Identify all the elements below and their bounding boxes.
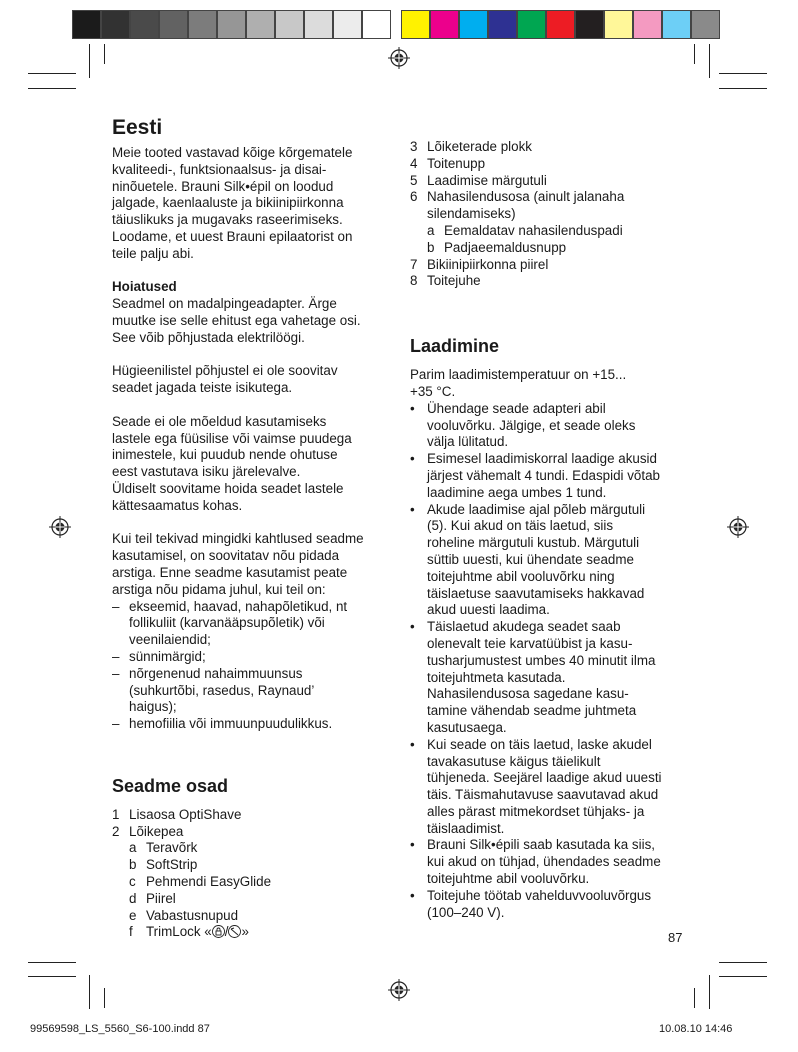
- trimlock-icon: [212, 925, 225, 938]
- crop-mark: [709, 975, 710, 1009]
- warning-paragraph: [112, 363, 397, 397]
- part-label: [427, 189, 624, 223]
- text-line: arstiga. Enne seadme kasutamist peate: [112, 564, 348, 580]
- text-line: välja lülitatud.: [427, 434, 509, 450]
- subpart-text: Teravõrk: [146, 840, 198, 856]
- text-line: jalgade, kaenlaaluste ja bikiinipiirkonna: [112, 195, 344, 211]
- text-line: Bikiinipiirkonna piirel: [427, 256, 549, 272]
- text-line: tamine vähendab seadme juhtmeta: [427, 703, 637, 719]
- text-line: haigus);: [129, 699, 177, 715]
- text-line: vooluvõrku. Jälgige, et seade oleks: [427, 417, 636, 433]
- text-line: veenilaiendid;: [129, 632, 211, 648]
- color-swatch: [101, 10, 130, 39]
- text-line: Nahasilendusosa sagedane kasu-: [427, 686, 629, 702]
- list-marker: •: [410, 400, 415, 416]
- list-item: [410, 837, 700, 887]
- trim-line: [719, 962, 767, 963]
- list-item: [410, 888, 700, 922]
- subpart-item: [112, 874, 397, 891]
- text-line: Lõiketerade plokk: [427, 139, 532, 154]
- crop-mark: [28, 976, 76, 977]
- text-line: süttib uuesti, kui ühendate seadme: [427, 551, 634, 567]
- subpart-letter: b: [129, 857, 137, 873]
- text-line: teile palju abi.: [112, 245, 194, 261]
- text-line: ninõuetele. Brauni Silk•épil on loodud: [112, 178, 334, 194]
- subparts-list: [410, 223, 700, 257]
- list-item-text: [129, 666, 314, 716]
- text-line: täislaetuse saavutamiseks hakkavad: [427, 585, 645, 601]
- subpart-letter: f: [129, 924, 133, 940]
- part-item: [410, 273, 700, 290]
- grayscale-swatches: [72, 10, 391, 40]
- subpart-text: Eemaldatav nahasilenduspadi: [444, 222, 623, 238]
- subpart-label: [146, 924, 249, 941]
- list-item: [410, 502, 700, 620]
- list-item: [112, 599, 397, 649]
- crop-mark: [28, 73, 76, 74]
- footer-file-info: 99569598_LS_5560_S6-100.indd 87: [30, 1023, 210, 1035]
- list-item: [410, 619, 700, 737]
- text-line: (100–240 V).: [427, 904, 505, 920]
- text-line: nõrgenenud nahaimmuunsus: [129, 665, 303, 681]
- list-item: [410, 401, 700, 451]
- subpart-letter: a: [129, 840, 137, 856]
- list-item-text: [427, 737, 662, 838]
- color-swatch: [130, 10, 159, 39]
- list-marker: •: [410, 736, 415, 752]
- text-line: kättesaamatus kohas.: [112, 497, 243, 513]
- text-line: hemofiilia või immuunpuudulikkus.: [129, 716, 333, 732]
- text-line: tusharjumustest umbes 40 minutit ilma: [427, 652, 656, 668]
- subpart-text: TrimLock «: [146, 924, 212, 940]
- subpart-item: [410, 223, 700, 240]
- part-item: [410, 257, 700, 274]
- part-item: [410, 139, 700, 156]
- part-item: [112, 807, 397, 824]
- color-swatch: [401, 10, 430, 39]
- list-item: [112, 666, 397, 716]
- text-line: täis. Täismahutavuse saavutavad akud: [427, 787, 659, 803]
- text-line: (suhkurtõbi, rasedus, Raynaud’: [129, 682, 315, 698]
- part-number: 5: [410, 172, 418, 188]
- crop-mark: [89, 44, 90, 78]
- list-item-text: [427, 502, 645, 620]
- subpart-label: [146, 891, 176, 908]
- color-swatch: [72, 10, 101, 39]
- subpart-item: [112, 891, 397, 908]
- text-line: järjest vähemalt 4 tundi. Edaspidi võtab: [427, 467, 660, 483]
- text-line: arstiga nõu pidama juhul, kui teil on:: [112, 581, 326, 597]
- registration-mark-icon: [388, 979, 410, 1001]
- text-line: Hügieenilistel põhjustel ei ole soovitav: [112, 363, 338, 379]
- trim-line: [719, 88, 767, 89]
- text-line: lastele ega füüsilise või vaimse puudega: [112, 430, 352, 446]
- list-item-text: [427, 619, 655, 737]
- text-line: täiuslikuks ja mugavaks raseerimiseks.: [112, 212, 343, 228]
- trim-line: [28, 88, 76, 89]
- color-swatch: [691, 10, 720, 39]
- list-item: [112, 649, 397, 666]
- subpart-label: [146, 874, 271, 891]
- subpart-item: [112, 840, 397, 857]
- subparts-list: [112, 840, 397, 941]
- list-item-text: [427, 888, 651, 922]
- subpart-text: SoftStrip: [146, 857, 198, 873]
- parts-list: [410, 257, 700, 291]
- part-number: 7: [410, 256, 418, 272]
- text-line: toitejuhtme abil vooluvõrku.: [427, 871, 590, 887]
- list-item: [112, 716, 397, 733]
- list-marker: –: [112, 648, 120, 664]
- list-item-text: [427, 837, 661, 887]
- trimmer-icon: [228, 925, 241, 938]
- color-swatches: [401, 10, 720, 40]
- list-item-text: [129, 599, 347, 649]
- part-label: Lõikepea: [129, 823, 184, 839]
- list-marker: •: [410, 501, 415, 517]
- text-line: Nahasilendusosa (ainult jalanaha: [427, 189, 625, 205]
- warning-paragraph: [112, 296, 397, 346]
- subpart-item: [112, 908, 397, 925]
- list-marker: –: [112, 598, 120, 614]
- text-line: Meie tooted vastavad kõige kõrgematele: [112, 145, 353, 160]
- crop-mark: [709, 44, 710, 78]
- text-line: laadimine aega umbes 1 tund.: [427, 484, 607, 500]
- subpart-item: [112, 857, 397, 874]
- part-item: [410, 173, 700, 190]
- color-swatch: [188, 10, 217, 39]
- color-swatch: [333, 10, 362, 39]
- list-marker: •: [410, 837, 415, 853]
- subpart-label: [444, 223, 623, 240]
- part-item: [410, 189, 700, 223]
- list-item: [410, 737, 700, 838]
- text-line: Toitenupp: [427, 155, 486, 171]
- crop-mark: [89, 975, 90, 1009]
- text-line: tavakasutuse käigus täielikult: [427, 753, 601, 769]
- text-line: Üldiselt soovitame hoida seadet lastele: [112, 480, 344, 496]
- color-swatch: [662, 10, 691, 39]
- text-line: alles pärast mitmekordset tühjaks- ja: [427, 803, 645, 819]
- page-title: Eesti: [112, 116, 163, 139]
- page-number: 87: [668, 930, 683, 945]
- subpart-item: [112, 924, 397, 941]
- color-swatch: [459, 10, 488, 39]
- text-line: inimestele, kui puudub nende ohutuse: [112, 447, 338, 463]
- text-line: Seade ei ole mõeldud kasutamiseks: [112, 413, 327, 429]
- crop-mark: [719, 976, 767, 977]
- subpart-label: [146, 908, 238, 925]
- part-item: [112, 824, 397, 841]
- parts-list: [410, 139, 700, 223]
- text-line: toitejuhtmeta kasutada.: [427, 669, 566, 685]
- list-marker: –: [112, 665, 120, 681]
- part-label: [427, 257, 548, 274]
- registration-mark-icon: [49, 516, 71, 538]
- text-line: roheline märgutuli kustub. Märgutuli: [427, 535, 640, 551]
- part-label: Lisaosa OptiShave: [129, 806, 242, 822]
- text-line: eest vastutava isiku järelevalve.: [112, 464, 301, 480]
- right-column: [410, 139, 700, 921]
- text-line: tühjeneda. Seejärel laadige akud uuesti: [427, 770, 662, 786]
- condition-list: [112, 599, 397, 733]
- text-line: Loodame, et uuest Brauni epilaatorist on: [112, 228, 353, 244]
- separator: /: [224, 924, 229, 940]
- list-marker: •: [410, 887, 415, 903]
- subpart-letter: b: [427, 239, 435, 255]
- text-line: Esimesel laadimiskorral laadige akusid: [427, 451, 657, 467]
- part-number: 3: [410, 139, 418, 154]
- trim-line: [104, 988, 105, 1008]
- text-line: (5). Kui akud on täis laetud, siis: [427, 518, 614, 534]
- trim-line: [28, 962, 76, 963]
- part-label: [427, 173, 547, 190]
- text-line: Brauni Silk•épili saab kasutada ka siis,: [427, 837, 655, 853]
- subpart-item: [410, 240, 700, 257]
- registration-mark-icon: [388, 47, 410, 69]
- text-line: ekseemid, haavad, nahapõletikud, nt: [129, 598, 348, 614]
- color-swatch: [517, 10, 546, 39]
- part-label: [427, 139, 532, 156]
- subpart-text: Padjaeemaldusnupp: [444, 239, 567, 255]
- color-swatch: [488, 10, 517, 39]
- text-line: kasutusaega.: [427, 719, 507, 735]
- parts-list: [112, 807, 397, 841]
- list-item-text: [129, 649, 206, 666]
- color-swatch: [633, 10, 662, 39]
- text-line: kvaliteedi-, funktsionaalsus- ja disai-: [112, 161, 327, 177]
- part-number: 2: [112, 823, 120, 839]
- text-line: Seadmel on madalpingeadapter. Ärge: [112, 296, 337, 312]
- crop-mark: [719, 73, 767, 74]
- color-swatch: [304, 10, 333, 39]
- list-marker: •: [410, 619, 415, 635]
- trim-line: [104, 44, 105, 64]
- registration-mark-icon: [727, 516, 749, 538]
- subpart-label: [146, 840, 197, 857]
- color-swatch: [246, 10, 275, 39]
- subpart-letter: e: [129, 907, 137, 923]
- text-line: muutke ise selle ehitust ega vahetage osi.: [112, 312, 361, 328]
- text-line: seadet jagada teiste isikutega.: [112, 380, 293, 396]
- text-line: Toitejuhe: [427, 273, 481, 289]
- warning-paragraph: [112, 414, 397, 515]
- color-bar: [72, 10, 720, 40]
- trim-line: [694, 988, 695, 1008]
- list-item-text: [427, 401, 635, 451]
- part-number: 8: [410, 273, 418, 289]
- warning-paragraph: [112, 531, 397, 598]
- text-line: silendamiseks): [427, 206, 516, 222]
- footer-timestamp: 10.08.10 14:46: [659, 1023, 733, 1035]
- charging-intro: [410, 367, 700, 401]
- subpart-text: Vabastusnupud: [146, 907, 239, 923]
- text-line: Laadimise märgutuli: [427, 172, 547, 188]
- text-line: Kui teil tekivad mingidki kahtlused seadme: [112, 531, 364, 547]
- text-line: See võib põhjustada elektrilöögi.: [112, 329, 305, 345]
- list-item: [410, 451, 700, 501]
- subpart-letter: c: [129, 874, 136, 890]
- subpart-suffix: »: [241, 924, 249, 940]
- subpart-letter: a: [427, 222, 435, 238]
- text-line: Toitejuhe töötab vahelduvvooluvõrgus: [427, 887, 652, 903]
- color-swatch: [546, 10, 575, 39]
- left-column: [112, 115, 397, 941]
- warnings-heading: Hoiatused: [112, 279, 177, 295]
- list-marker: –: [112, 716, 120, 732]
- text-line: akud uuesti laadima.: [427, 602, 550, 618]
- list-item-text: [129, 716, 332, 733]
- intro-paragraph: [112, 145, 397, 263]
- text-line: olenevalt teie karvatüübist ja kasu-: [427, 635, 633, 651]
- part-number: 6: [410, 189, 418, 205]
- color-swatch: [362, 10, 391, 39]
- text-line: toitejuhtme abil vooluvõrku ning: [427, 568, 615, 584]
- part-number: 1: [112, 806, 120, 822]
- text-line: Täislaetud akudega seadet saab: [427, 619, 621, 635]
- subpart-text: Piirel: [146, 890, 176, 906]
- subpart-letter: d: [129, 890, 137, 906]
- text-line: Akude laadimise ajal põleb märgutuli: [427, 501, 646, 517]
- text-line: Kui seade on täis laetud, laske akudel: [427, 736, 652, 752]
- color-swatch: [430, 10, 459, 39]
- text-line: kasutamisel, on soovitatav nõu pidada: [112, 548, 340, 564]
- color-swatch: [159, 10, 188, 39]
- text-line: Ühendage seade adapteri abil: [427, 400, 606, 416]
- color-swatch: [575, 10, 604, 39]
- list-marker: •: [410, 451, 415, 467]
- part-number: 4: [410, 155, 418, 171]
- color-swatch: [275, 10, 304, 39]
- part-item: [410, 156, 700, 173]
- trim-line: [694, 44, 695, 64]
- list-item-text: [427, 451, 660, 501]
- text-line: follikuliit (karvanääpsupõletik) või: [129, 615, 325, 631]
- color-swatch: [604, 10, 633, 39]
- text-line: kui akud on tühjad, ühendades seadme: [427, 854, 661, 870]
- text-line: Parim laadimistemperatuur on +15...: [410, 367, 627, 383]
- subpart-label: [146, 857, 197, 874]
- charging-instructions: [410, 401, 700, 922]
- text-line: +35 °C.: [410, 383, 456, 399]
- part-label: [427, 273, 481, 290]
- part-label: [427, 156, 485, 173]
- subpart-label: [444, 240, 566, 257]
- charging-heading: Laadimine: [410, 336, 500, 357]
- color-swatch: [217, 10, 246, 39]
- parts-heading: Seadme osad: [112, 775, 229, 796]
- text-line: sünnimärgid;: [129, 648, 206, 664]
- text-line: täislaadimist.: [427, 820, 505, 836]
- subpart-text: Pehmendi EasyGlide: [146, 874, 272, 890]
